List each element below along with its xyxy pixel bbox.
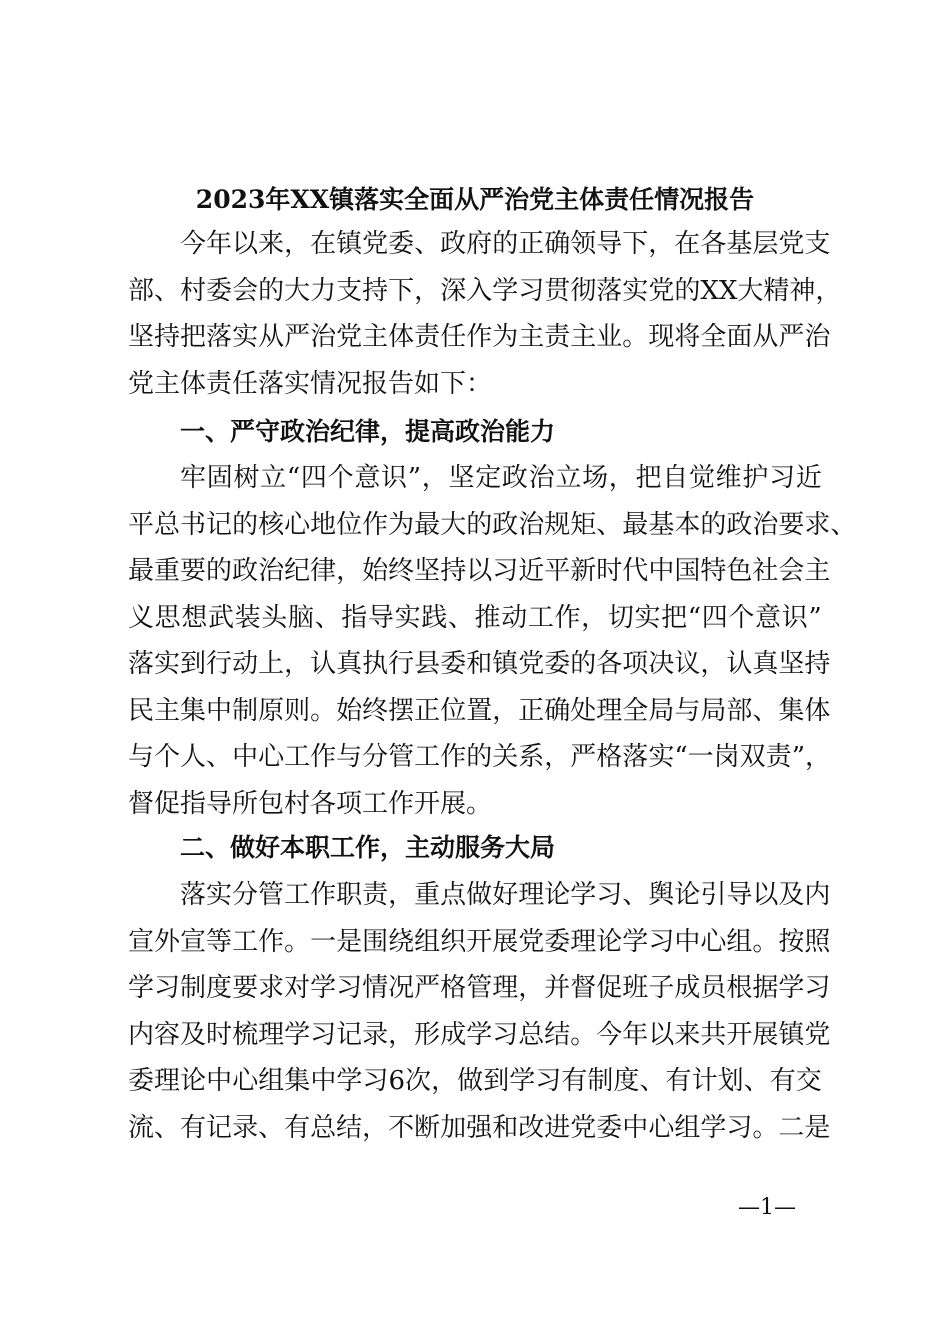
section2-line-5: [128, 1061, 822, 1101]
section2-line-3: [128, 968, 831, 1008]
section2-heading: 二、做好本职工作，主动服务大局: [180, 833, 556, 862]
section1-line-8: 督促指导所包村各项工作开展。: [128, 789, 493, 819]
intro-line-3: [128, 317, 831, 357]
section2-line-3-text: 学 习 制 度 要 求 对 学 习 情 况 严 格 管 理 ， 并 督 促 班 子 成 员 根 据 学 习: [128, 973, 831, 1003]
section1-heading: 一、严守政治纪律，提高政治能力: [180, 417, 556, 446]
section2-line-1-text: 落 实 分 管 工 作 职 责 ， 重 点 做 好 理 论 学 习 、 舆 论 引 导 以 及 内: [180, 880, 831, 910]
section1-line-1-text: 牢 固 树 立 “ 四 个 意 识 ” ， 坚 定 政 治 立 场 ， 把 自 觉 维 护 习 近: [180, 463, 822, 493]
section1-line-3: [128, 551, 831, 591]
section1-line-2: [128, 505, 857, 545]
section2-line-2-text: 宣 外 宣 等 工 作 。 一 是 围 绕 组 织 开 展 党 委 理 论 学 习 中 心 组 。 按 照: [128, 927, 831, 957]
section2-line-2: [128, 922, 831, 962]
intro-line-2-text: 部 、 村 委 会 的 大 力 支 持 下 ， 深 入 学 习 贯 彻 落 实 党 的 XX 大 精 神 ，: [128, 276, 842, 306]
section2-line-4: [128, 1015, 831, 1055]
section2-line-5-text: 委 理 论 中 心 组 集 中 学 习 6 次 ， 做 到 学 习 有 制 度 、 有 计 划 、 有 交: [128, 1066, 822, 1096]
section1-line-4: [128, 598, 822, 638]
section2-line-1: [180, 875, 831, 915]
intro-line-1-text: 今 年 以 来 ， 在 镇 党 委 、 政 府 的 正 确 领 导 下 ， 在 各 基 层 党 支: [180, 229, 831, 259]
intro-line-3-text: 坚 持 把 落 实 从 严 治 党 主 体 责 任 作 为 主 责 主 业 。 现 将 全 面 从 严 治: [128, 322, 831, 352]
section1-line-6: [128, 691, 831, 731]
section1-line-2-text: 平 总 书 记 的 核 心 地 位 作 为 最 大 的 政 治 规 矩 、 最 基 本 的 政 治 要 求 、: [128, 510, 857, 540]
section1-line-4-text: 义 思 想 武 装 头 脑 、 指 导 实 践 、 推 动 工 作 ， 切 实 把 “ 四 个 意 识 ”: [128, 603, 822, 633]
intro-line-4: 党主体责任落实情况报告如下：: [128, 369, 493, 399]
section1-line-7-text: 与 个 人 、 中 心 工 作 与 分 管 工 作 的 关 系 ， 严 格 落 实 “ 一 岗 双 责 ” ，: [128, 742, 831, 772]
section2-line-4-text: 内 容 及 时 梳 理 学 习 记 录 ， 形 成 学 习 总 结 。 今 年 以 来 共 开 展 镇 党: [128, 1020, 831, 1050]
document-title: 2023年XX镇落实全面从严治党主体责任情况报告: [195, 185, 755, 214]
section1-line-5: [128, 644, 831, 684]
section1-line-5-text: 落 实 到 行 动 上 ， 认 真 执 行 县 委 和 镇 党 委 的 各 项 决 议 ， 认 真 坚 持: [128, 649, 831, 679]
section1-line-3-text: 最 重 要 的 政 治 纪 律 ， 始 终 坚 持 以 习 近 平 新 时 代 中 国 特 色 社 会 主: [128, 556, 831, 586]
section1-line-6-text: 民 主 集 中 制 原 则 。 始 终 摆 正 位 置 ， 正 确 处 理 全 局 与 局 部 、 集 体: [128, 696, 831, 726]
intro-line-2: [128, 271, 842, 311]
section2-line-6: [128, 1108, 831, 1148]
page-number: —1—: [738, 1195, 796, 1220]
intro-line-1: [180, 224, 831, 264]
section1-line-7: [128, 737, 831, 777]
section1-line-1: [180, 458, 822, 498]
section2-line-6-text: 流 、 有 记 录 、 有 总 结 ， 不 断 加 强 和 改 进 党 委 中 心 组 学 习 。 二 是: [128, 1113, 831, 1143]
